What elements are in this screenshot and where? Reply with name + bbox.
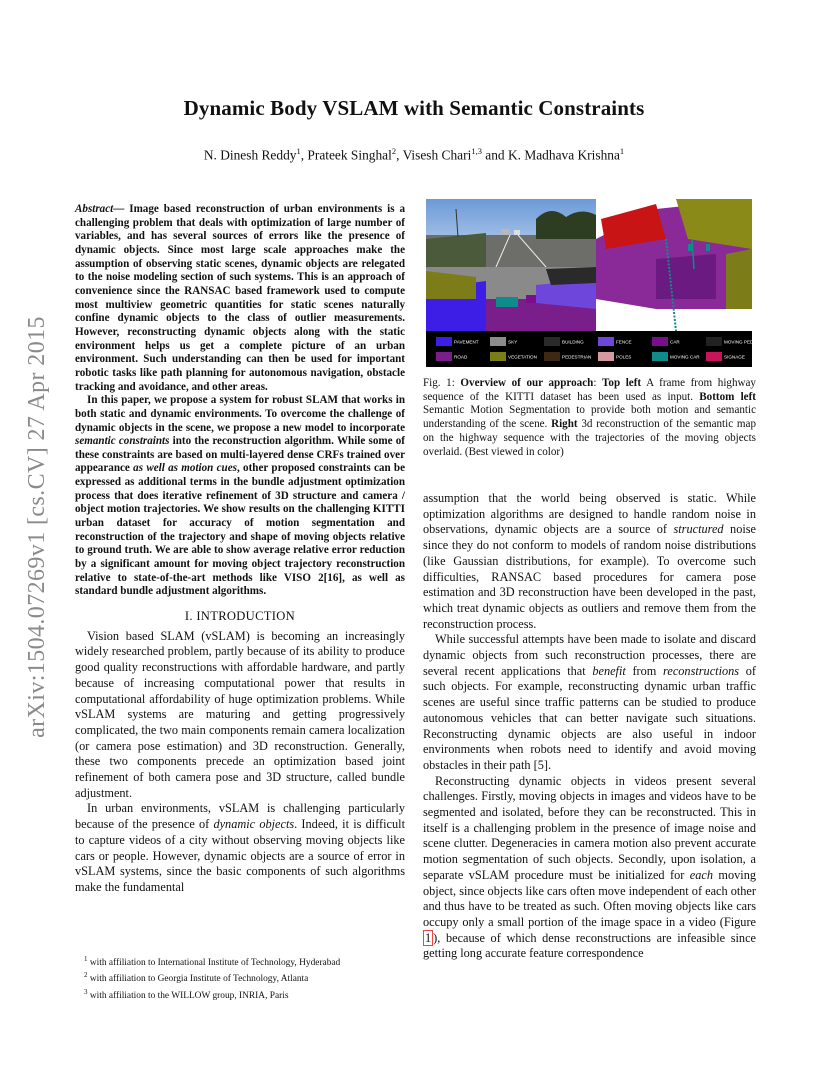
abstract-text-2c: , other proposed constraints can be expressed as additional terms in the bundle adjustment optimization process that does iterative refinement of 3D structure and camera / object motion trajectories. We show results on the challenging KITTI urban dataset for accuracy of motion segmentation and reconstruction of the trajectory and shape of moving objects relative to ground truth. We are able to show average relative error reduction by a significant amount for moving object trajectory reconstruction relative to state-of-the-art methods like VISO 2[16], as well as standard bundle adjustment algorithms. xyxy=(75,462,406,598)
abstract-text-2b: into the reconstruction algorithm. While some of these constraints are based on multi-layered dense CRFs trained over appearance xyxy=(75,435,405,475)
caption-label: Fig. 1: xyxy=(423,377,455,389)
intro-text-2a: In urban environments, vSLAM is challenging particularly because of the presence of xyxy=(75,801,405,832)
author-list: N. Dinesh Reddy$^1$, Prateek Singhal$^2$, Visesh Chari$^{1,3}$ and K. Madhava Krishna$^1$ xyxy=(203,146,625,163)
input-frame-image xyxy=(426,199,596,267)
legend-swatch xyxy=(598,352,614,361)
intro-text-2b: . Indeed, it is difficult to capture videos of a city without observing moving objects like cars or people. However, dynamic objects are a source of error in vSLAM systems, since the basic components of such algorithms make the fundamental xyxy=(75,817,405,894)
right-emph-4: each xyxy=(689,867,713,882)
intro-paragraph-1: Vision based SLAM (vSLAM) is becoming an increasingly widely researched problem, partly because of its ability to produce good quality reconstructions with affordable hardware, and partly because of increasing computational power that results in computational affordability of huge optimization problems. While vSLAM systems are maturing and getting progressively complicated, the two main components remain camera localization (or camera pose estimation) and 3D reconstruction. Generally, these two components precede an optimization based joint refinement of both camera pose and 3D structure, called bundle adjustment. xyxy=(75,628,405,800)
footnote-mark: 3 xyxy=(84,987,88,996)
right-text-1a: assumption that the world being observed is static. While optimization algorithms are designed to handle random noise in observations, dynamic objects are a source of xyxy=(423,491,756,537)
caption-bold-2: Top left xyxy=(602,377,642,389)
paper-title: Dynamic Body VSLAM with Semantic Constraints xyxy=(183,96,645,120)
caption-text-2: Semantic Motion Segmentation to provide both motion and semantic understanding of the scene. xyxy=(423,404,756,431)
reconstruction-3d-image xyxy=(596,199,752,331)
legend-label: FENCE xyxy=(616,339,632,345)
left-column xyxy=(75,203,405,896)
abstract-text-2a: In this paper, we propose a system for robust SLAM that works in both static and dynamic environments. To overcome the challenge of dynamic objects in the scene, we propose a new model to incorporate xyxy=(75,394,405,434)
legend-label: BUILDING xyxy=(562,339,584,345)
legend-label: MOVING CAR xyxy=(670,354,700,360)
caption-bold-3: Bottom left xyxy=(699,390,757,403)
legend-swatch xyxy=(490,337,506,346)
right-text-1b: noise since they do not conform to models of random noise distributions (like Gaussian distributions, for example). To overcome such difficulties, RANSAC based procedures for camera pose estimation and 3D reconstruction have been developed in the past, which treat dynamic objects as outliers and remove them from the reconstruction process. xyxy=(423,522,756,631)
legend-label: POLES xyxy=(616,354,632,360)
abstract-emph-2: as well as motion cues xyxy=(133,462,237,475)
legend-swatch xyxy=(544,337,560,346)
author-name: Prateek Singhal xyxy=(307,147,392,163)
legend-label: PEDESTRIAN xyxy=(562,354,592,360)
legend-label: MOVING PEDESTRIAN xyxy=(724,339,774,345)
footnote-text: with affiliation to Georgia Institute of Technology, Atlanta xyxy=(87,974,309,985)
figure-1-reference-link[interactable]: 1 xyxy=(425,930,432,945)
legend-label: VEGETATION xyxy=(508,354,537,360)
legend-label: ROAD xyxy=(454,354,468,360)
legend-swatch xyxy=(706,352,722,361)
abstract-paragraph-1: Abstract— Image based reconstruction of urban environments is a challenging problem that deals with optimization of large number of variables, and has several sources of errors like the presence of dynamic objects. Since most large scale approaches make the assumption of observing static scenes, dynamic objects are relegated to the noise modeling section of such systems. This is an approach of convenience since the RANSAC based framework used to compute most multiview geometric quantities for static scenes naturally confine dynamic objects to the class of outlier measurements. However, reconstructing dynamic objects along with the static environment helps us get a complete picture of an urban environment. Such understanding can then be used for important robotic tasks like path planning for autonomous navigation, obstacle tracking and avoidance, and other areas. xyxy=(75,203,405,393)
author-name: Visesh Chari xyxy=(402,147,472,163)
footnote-text: with affiliation to the WILLOW group, INRIA, Paris xyxy=(87,990,289,1001)
legend-label: SKY xyxy=(508,339,518,345)
footnote-mark: 2 xyxy=(84,971,88,980)
abstract-paragraph-2 xyxy=(75,394,405,599)
legend-swatch xyxy=(544,352,560,361)
right-paragraph-2 xyxy=(423,632,756,773)
right-text-2b: from xyxy=(625,663,664,678)
author-name: N. Dinesh Reddy xyxy=(203,147,297,163)
right-emph-2: benefit xyxy=(592,663,626,678)
footnote-text: with affiliation to International Institute of Technology, Hyderabad xyxy=(87,958,341,969)
author-name: K. Madhava Krishna xyxy=(507,147,620,163)
caption-bold-1: Overview of our approach xyxy=(460,377,594,389)
legend-swatch xyxy=(652,337,668,346)
right-emph-1: structured xyxy=(673,522,724,537)
segmentation-image xyxy=(426,267,596,331)
section-heading-introduction: I. INTRODUCTION xyxy=(184,609,296,624)
right-text-3c: ), because of which dense reconstructions are infeasible since getting long accurate feature correspondence xyxy=(423,930,756,961)
footnote xyxy=(84,953,414,969)
intro-emph: dynamic objects xyxy=(213,817,295,832)
author-affiliation-mark: 1 xyxy=(619,146,625,156)
right-text-3a: Reconstructing dynamic objects in videos present several challenges. Firstly, moving objects in images and videos have to be segmented and isolated, before they can be reconstructed. This in itself is a challenging problem in the presence of image noise and scene clutter. Degeneracies in camera motion also prevent accurate motion segmentation of such objects. Secondly, upon isolation, a separate vSLAM procedure must be initialized for xyxy=(423,773,756,882)
footnote xyxy=(84,969,414,985)
right-text-2a: While successful attempts have been made to isolate and discard dynamic objects from such reconstruction processes, there are several recent applications that xyxy=(423,632,756,678)
right-column xyxy=(423,491,756,962)
legend-label: CAR xyxy=(670,339,680,345)
caption-bold-4: Right xyxy=(551,418,578,431)
footnote-mark: 1 xyxy=(84,955,88,963)
right-paragraph-3 xyxy=(423,774,756,962)
legend-swatch xyxy=(490,352,506,361)
legend-swatch xyxy=(598,337,614,346)
legend-swatch xyxy=(436,352,452,361)
right-paragraph-1 xyxy=(423,491,756,632)
intro-paragraph-2 xyxy=(75,801,405,895)
legend-label: PAVEMENT xyxy=(454,339,479,345)
legend-background xyxy=(426,331,752,367)
figure-1 xyxy=(426,199,774,367)
author-affiliation-mark: 1 xyxy=(296,146,301,156)
abstract-emph-1: semantic constraints xyxy=(75,435,170,448)
footnotes xyxy=(84,953,414,1002)
abstract-label: Abstract xyxy=(75,203,114,215)
figure-caption xyxy=(423,377,756,459)
author-affiliation-mark: 1,3 xyxy=(471,146,482,156)
legend-label: SIGNAGE xyxy=(724,354,745,360)
right-emph-3: reconstructions xyxy=(663,663,740,678)
abstract-text-1: Image based reconstruction of urban environments is a challenging problem that deals with optimization of large number of variables, and has several sources of errors like the presence of dynamic objects. Since most large scale approaches make the assumption of observing static scenes, dynamic objects are relegated to the noise modeling section of such systems. This is an approach of convenience since the RANSAC based framework used to compute most multiview geometric quantities for static scenes naturally confine dynamic objects to the class of outlier measurements. However, reconstructing dynamic objects along with the static environment helps us get a complete picture of an urban environment. Such understanding can then be used for important robotic tasks like path planning for autonomous navigation, obstacle tracking and avoidance, and other areas. xyxy=(75,203,405,393)
legend-swatch xyxy=(436,337,452,346)
footnote xyxy=(84,986,414,1002)
caption-separator: : xyxy=(593,377,597,389)
caption-text-1: A frame from highway sequence of the KITTI dataset has been used as input. xyxy=(423,377,756,403)
author-affiliation-mark: 2 xyxy=(391,146,397,156)
right-text-3b: moving object, since objects like cars often move independent of each other and thus have to be treated as such. Often moving objects like cars occupy only a small portion of the image space in a video (Figure xyxy=(423,867,757,929)
arxiv-stamp: arXiv:1504.07269v1 [cs.CV] 27 Apr 2015 xyxy=(24,316,50,738)
legend-swatch xyxy=(706,337,722,346)
right-text-2c: of such objects. For example, reconstructing dynamic urban traffic scenes are useful since traffic patterns can be studied to produce autonomous vehicles that can better navigate such situations. Reconstructing dynamic objects are also useful in indoor environments when robots need to identify and avoid moving obstacles in their path [5]. xyxy=(423,663,756,772)
legend-swatch xyxy=(652,352,668,361)
caption-text-3: 3d reconstruction of the semantic map on the highway sequence with the trajectories of the moving objects overlaid. (Best viewed in color) xyxy=(423,418,756,458)
